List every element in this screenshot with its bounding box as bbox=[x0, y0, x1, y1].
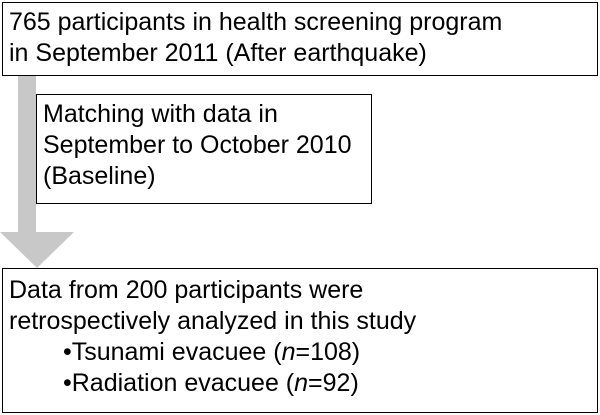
baseline-matching-box bbox=[36, 94, 372, 204]
middle-box-line-2: September to October 2010 bbox=[43, 131, 352, 159]
bottom-box-line-1: Data from 200 participants were bbox=[9, 276, 364, 304]
screening-participants-box bbox=[2, 2, 598, 76]
middle-box-line-1: Matching with data in bbox=[43, 100, 278, 128]
tsunami-count: =108) bbox=[295, 338, 361, 366]
radiation-prefix: •Radiation evacuee ( bbox=[63, 369, 295, 397]
radiation-evacuee-item bbox=[9, 368, 597, 399]
radiation-n-var: n bbox=[294, 369, 309, 397]
top-box-line-1: 765 participants in health screening program bbox=[9, 8, 503, 36]
tsunami-prefix: •Tsunami evacuee ( bbox=[63, 338, 282, 366]
top-box-line-2: in September 2011 (After earthquake) bbox=[9, 39, 427, 67]
analyzed-participants-box bbox=[2, 268, 598, 413]
tsunami-evacuee-item bbox=[9, 337, 597, 368]
bottom-box-line-2: retrospectively analyzed in this study bbox=[9, 307, 417, 335]
tsunami-n-var: n bbox=[281, 338, 296, 366]
radiation-count: =92) bbox=[308, 369, 359, 397]
middle-box-line-3: (Baseline) bbox=[43, 162, 156, 190]
